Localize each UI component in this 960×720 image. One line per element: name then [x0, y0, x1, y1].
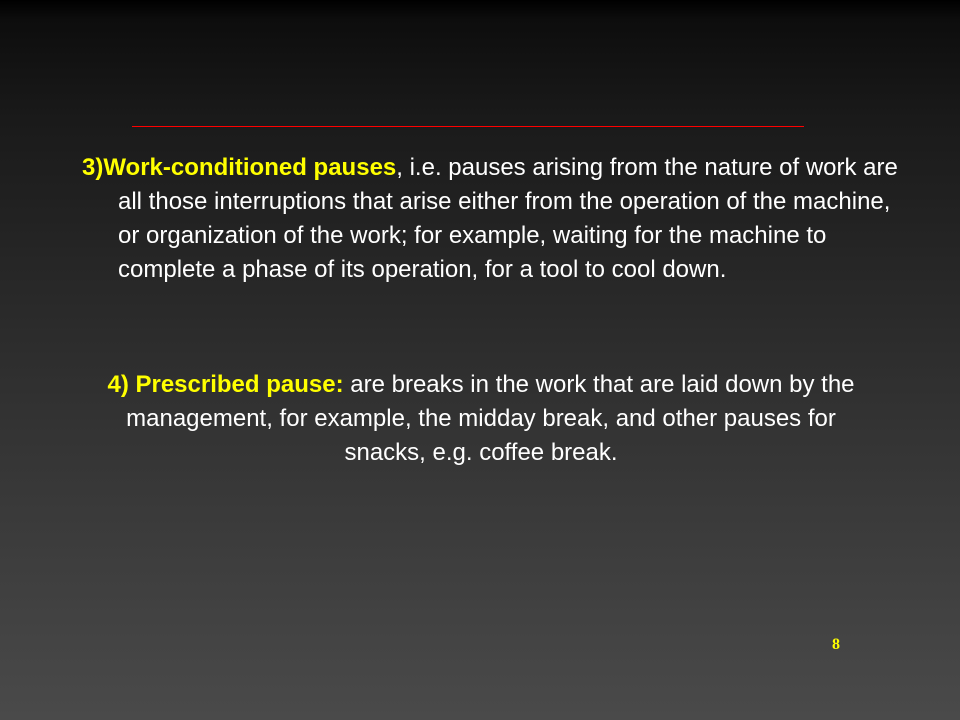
page-number: 8	[832, 636, 840, 653]
point-4-paragraph	[86, 368, 876, 470]
point-3-body: , i.e. pauses arising from the nature of work are all those interruptions that arise either from the operation of the machine, or organization of the work; for example, waiting for the machine to complete a phase of its operation, for a tool to cool down.	[118, 154, 898, 283]
title-divider-line	[132, 126, 804, 127]
point-4-heading: 4) Prescribed pause:	[107, 371, 344, 398]
point-4-body: are breaks in the work that are laid down by the management, for example, the midday break, and other pauses for snacks, e.g. coffee break.	[126, 371, 855, 466]
point-3-paragraph	[82, 151, 908, 287]
point-3-heading: 3)Work-conditioned pauses	[82, 154, 397, 181]
